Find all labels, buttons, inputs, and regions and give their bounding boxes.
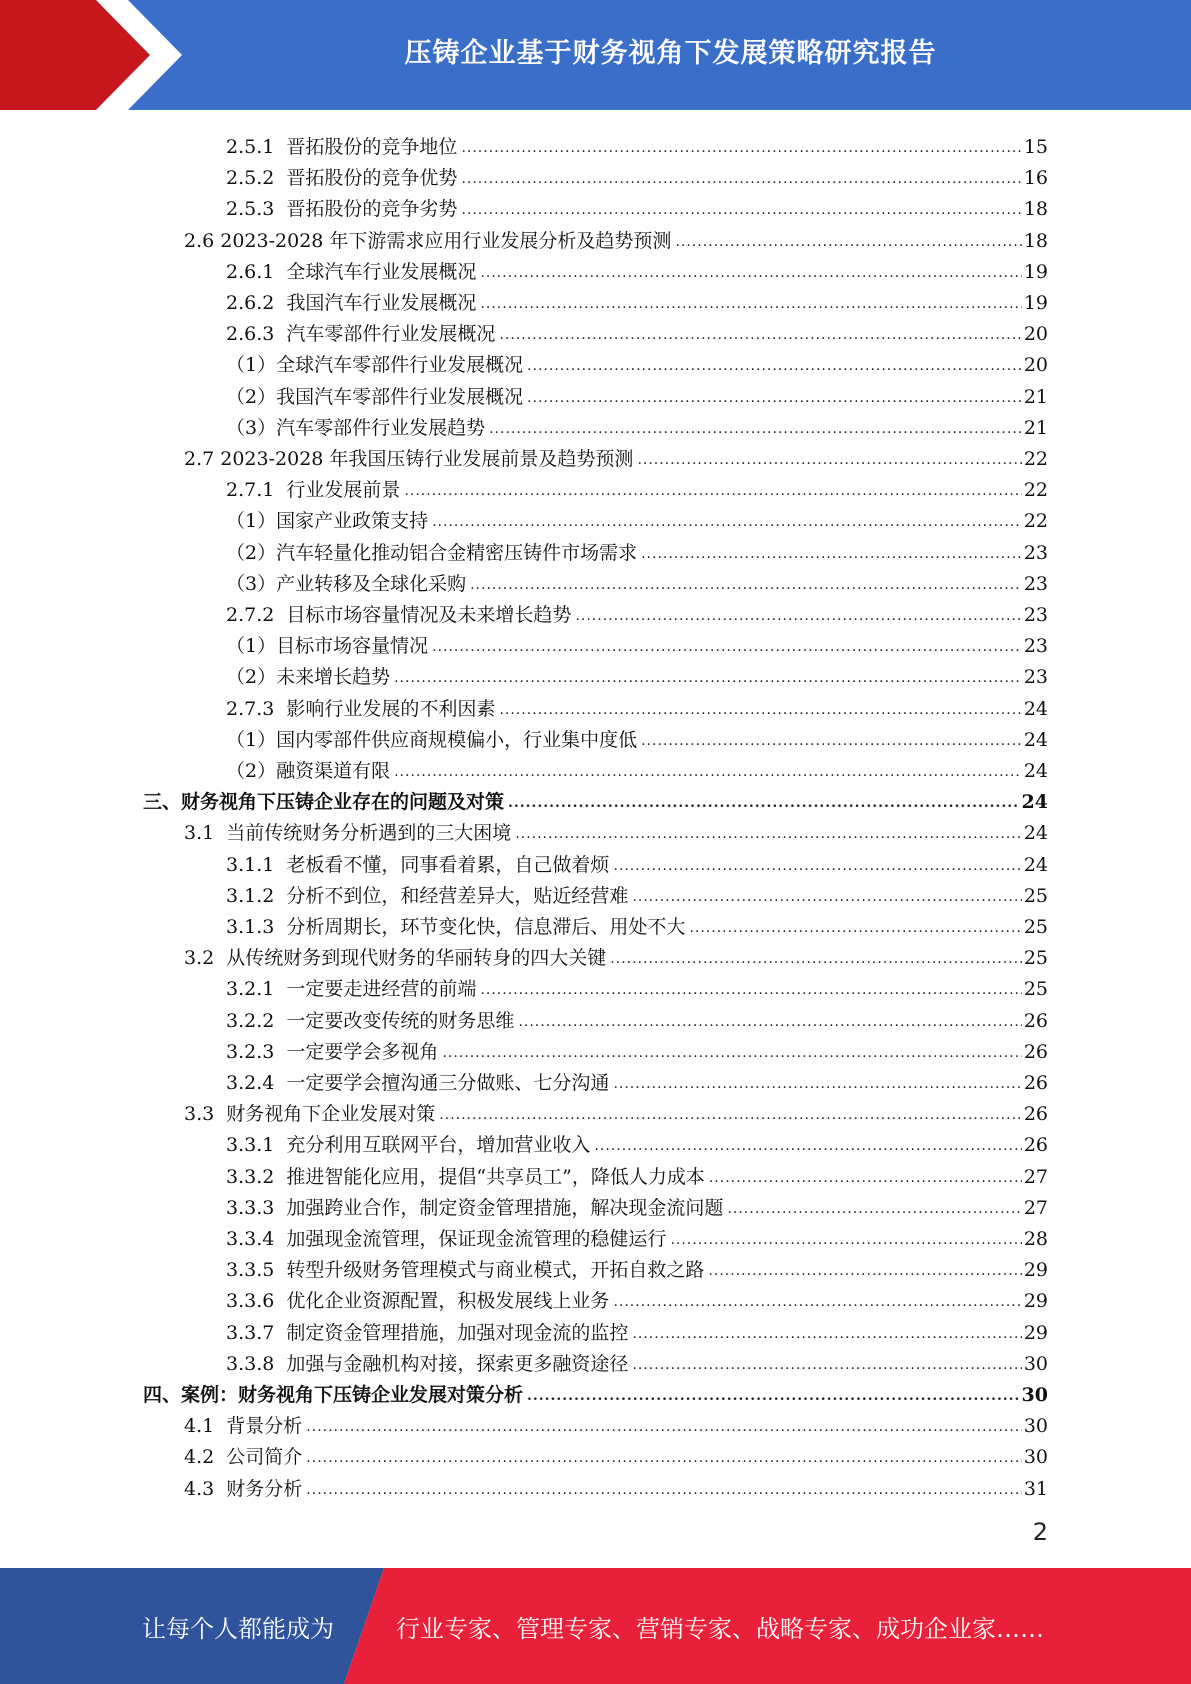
toc-leader-dots xyxy=(480,979,1021,1001)
toc-leader-dots xyxy=(306,1416,1022,1438)
toc-leader-dots xyxy=(404,480,1021,502)
toc-entry-page: 29 xyxy=(1023,1321,1048,1344)
toc-entry[interactable] xyxy=(226,846,1048,877)
toc-entry-page: 24 xyxy=(1023,822,1048,845)
toc-leader-dots xyxy=(641,543,1022,565)
toc-leader-dots xyxy=(613,855,1021,877)
toc-entry-page: 30 xyxy=(1023,1446,1048,1469)
toc-leader-dots xyxy=(306,1447,1022,1469)
toc-entry[interactable] xyxy=(226,721,1048,752)
toc-entry-page: 24 xyxy=(1023,728,1048,751)
toc-entry-label: 三、财务视角下压铸企业存在的问题及对策 xyxy=(143,791,505,814)
toc-leader-dots xyxy=(499,324,1021,346)
toc-entry[interactable] xyxy=(226,970,1048,1001)
toc-entry-page: 19 xyxy=(1023,260,1048,283)
toc-entry-page: 30 xyxy=(1023,1415,1048,1438)
toc-entry-label: 3.1.2 分析不到位，和经营差异大，贴近经营难 xyxy=(226,884,629,907)
toc-leader-dots xyxy=(439,1104,1022,1126)
toc-entry-label: 3.2.4 一定要学会擅沟通三分做账、七分沟通 xyxy=(226,1072,610,1094)
toc-entry[interactable] xyxy=(226,908,1048,939)
toc-leader-dots xyxy=(610,948,1022,970)
toc-entry[interactable] xyxy=(226,1345,1048,1376)
toc-entry-label: （2）汽车轻量化推动铝合金精密压铸件市场需求 xyxy=(226,541,638,564)
toc-entry-page: 25 xyxy=(1023,978,1048,1001)
toc-entry-label: 3.1.3 分析周期长，环节变化快，信息滞后、用处不大 xyxy=(226,916,686,938)
toc-entry-label: 4.2 公司简介 xyxy=(184,1446,303,1469)
toc-entry[interactable] xyxy=(184,1095,1048,1126)
toc-leader-dots xyxy=(613,1291,1021,1313)
toc-entry-label: 3.3.8 加强与金融机构对接，探索更多融资途径 xyxy=(226,1352,629,1375)
toc-entry[interactable] xyxy=(184,1438,1048,1469)
toc-leader-dots xyxy=(675,231,1021,253)
toc-entry-page: 30 xyxy=(1021,1384,1048,1406)
toc-entry[interactable] xyxy=(226,1158,1048,1189)
toc-entry[interactable] xyxy=(226,1126,1048,1157)
toc-entry[interactable] xyxy=(143,783,1048,814)
toc-entry[interactable] xyxy=(226,565,1048,596)
toc-leader-dots xyxy=(575,605,1021,627)
toc-entry-label: 2.6.2 我国汽车行业发展概况 xyxy=(226,292,477,314)
toc-entry-page: 15 xyxy=(1023,136,1048,158)
toc-entry-page: 28 xyxy=(1023,1228,1048,1250)
toc-entry-page: 29 xyxy=(1023,1259,1048,1282)
toc-entry-label: 3.1.1 老板看不懂，同事看着累，自己做着烦 xyxy=(226,853,610,876)
toc-entry[interactable] xyxy=(184,222,1048,253)
toc-entry-label: 3.3.2 推进智能化应用，提倡“共享员工”，降低人力成本 xyxy=(226,1165,705,1188)
toc-entry[interactable] xyxy=(184,814,1048,845)
toc-entry-page: 24 xyxy=(1023,760,1048,782)
toc-entry-label: 3.2 从传统财务到现代财务的华丽转身的四大关键 xyxy=(184,947,607,970)
page-footer xyxy=(0,1568,1191,1684)
toc-entry-page: 26 xyxy=(1023,1072,1048,1094)
toc-leader-dots xyxy=(727,1198,1021,1220)
toc-entry-page: 29 xyxy=(1023,1290,1048,1313)
toc-entry-page: 23 xyxy=(1023,635,1048,658)
toc-entry-page: 22 xyxy=(1023,479,1048,502)
toc-entry-label: 2.5.3 晋拓股份的竞争劣势 xyxy=(226,198,458,221)
toc-entry-page: 16 xyxy=(1023,167,1048,190)
toc-entry-page: 27 xyxy=(1023,1165,1048,1188)
toc-entry-label: 3.3.7 制定资金管理措施，加强对现金流的监控 xyxy=(226,1321,629,1344)
page-title: 压铸企业基于财务视角下发展策略研究报告 xyxy=(404,37,937,69)
page-number: 2 xyxy=(1032,1518,1048,1546)
toc-leader-dots xyxy=(637,449,1021,471)
toc-entry[interactable] xyxy=(226,1064,1048,1095)
toc-entry[interactable] xyxy=(226,627,1048,658)
toc-entry-label: 2.5.1 晋拓股份的竞争地位 xyxy=(226,136,458,158)
toc-entry[interactable] xyxy=(226,596,1048,627)
toc-entry[interactable] xyxy=(226,315,1048,346)
toc-leader-dots xyxy=(394,761,1022,783)
toc-leader-dots xyxy=(613,1073,1021,1095)
toc-leader-dots xyxy=(515,823,1022,845)
toc-entry-label: 4.1 背景分析 xyxy=(184,1415,303,1438)
toc-leader-dots xyxy=(461,168,1021,190)
toc-leader-dots xyxy=(708,1260,1021,1282)
toc-entry-label: （1）目标市场容量情况 xyxy=(226,635,429,658)
page-header xyxy=(0,0,1191,110)
toc-entry-page: 20 xyxy=(1023,354,1048,377)
toc-entry-label: （1）国内零部件供应商规模偏小，行业集中度低 xyxy=(226,728,638,751)
toc-entry-page: 25 xyxy=(1023,947,1048,970)
toc-entry-page: 20 xyxy=(1023,323,1048,346)
toc-entry-label: 3.3.6 优化企业资源配置，积极发展线上业务 xyxy=(226,1290,610,1313)
toc-leader-dots xyxy=(518,1011,1021,1033)
toc-entry-page: 24 xyxy=(1023,697,1048,720)
toc-entry[interactable] xyxy=(226,752,1048,783)
footer-slogan-right: 行业专家、管理专家、营销专家、战略专家、成功企业家…… xyxy=(396,1614,1044,1643)
toc-leader-dots xyxy=(709,1167,1022,1189)
toc-entry-label: （3）汽车零部件行业发展趋势 xyxy=(226,416,486,439)
footer-slogan-left: 让每个人都能成为 xyxy=(142,1614,334,1643)
toc-entry-label: （3）产业转移及全球化采购 xyxy=(226,572,467,595)
toc-entry-label: 3.3.1 充分利用互联网平台，增加营业收入 xyxy=(226,1134,591,1157)
toc-entry-label: 3.3.4 加强现金流管理，保证现金流管理的稳健运行 xyxy=(226,1228,667,1250)
toc-entry-page: 23 xyxy=(1023,541,1048,564)
toc-entry-page: 18 xyxy=(1023,229,1048,252)
toc-entry[interactable] xyxy=(226,690,1048,721)
toc-entry-page: 30 xyxy=(1023,1352,1048,1375)
toc-leader-dots xyxy=(489,418,1022,440)
toc-leader-dots xyxy=(632,1323,1021,1345)
toc-entry-page: 21 xyxy=(1023,385,1048,408)
toc-entry[interactable] xyxy=(143,1376,1048,1407)
toc-entry-label: 2.5.2 晋拓股份的竞争优势 xyxy=(226,167,458,190)
toc-entry-page: 31 xyxy=(1023,1477,1048,1500)
toc-entry-label: 3.3 财务视角下企业发展对策 xyxy=(184,1103,436,1126)
toc-entry-page: 25 xyxy=(1023,916,1048,938)
toc-entry-label: 2.7.3 影响行业发展的不利因素 xyxy=(226,697,496,720)
toc-entry-label: 2.6.3 汽车零部件行业发展概况 xyxy=(226,323,496,346)
toc-entry-page: 26 xyxy=(1023,1040,1048,1063)
toc-entry[interactable] xyxy=(226,502,1048,533)
toc-entry-page: 23 xyxy=(1023,666,1048,689)
toc-leader-dots xyxy=(480,262,1021,284)
toc-entry[interactable] xyxy=(226,1282,1048,1313)
toc-entry-label: 3.3.3 加强跨业合作，制定资金管理措施，解决现金流问题 xyxy=(226,1196,724,1219)
toc-entry[interactable] xyxy=(226,1220,1048,1251)
toc-entry[interactable] xyxy=(226,658,1048,689)
toc-leader-dots xyxy=(670,1229,1021,1251)
toc-entry[interactable] xyxy=(184,1470,1048,1501)
toc-entry-page: 26 xyxy=(1023,1103,1048,1126)
toc-entry-label: 3.2.3 一定要学会多视角 xyxy=(226,1040,439,1063)
toc-entry[interactable] xyxy=(184,440,1048,471)
toc-leader-dots xyxy=(442,1042,1021,1064)
toc-entry-page: 23 xyxy=(1023,572,1048,595)
toc-entry[interactable] xyxy=(226,346,1048,377)
toc-entry-label: 3.2.1 一定要走进经营的前端 xyxy=(226,978,477,1001)
toc-leader-dots xyxy=(432,511,1022,533)
toc-entry-page: 26 xyxy=(1023,1009,1048,1032)
toc-entry[interactable] xyxy=(226,128,1048,159)
toc-entry[interactable] xyxy=(226,1314,1048,1345)
toc-entry-label: 4.3 财务分析 xyxy=(184,1477,303,1500)
toc-entry-label: （2）融资渠道有限 xyxy=(226,760,391,782)
toc-entry-label: （1）全球汽车零部件行业发展概况 xyxy=(226,354,524,377)
toc-leader-dots xyxy=(689,917,1021,939)
toc-entry[interactable] xyxy=(226,534,1048,565)
toc-entry[interactable] xyxy=(184,1407,1048,1438)
toc-entry[interactable] xyxy=(184,939,1048,970)
toc-entry-label: （2）我国汽车零部件行业发展概况 xyxy=(226,385,524,408)
toc-leader-dots xyxy=(527,1385,1020,1407)
toc-entry-label: 2.6 2023-2028 年下游需求应用行业发展分析及趋势预测 xyxy=(184,229,672,252)
toc-entry[interactable] xyxy=(226,253,1048,284)
toc-entry-label: 2.7.1 行业发展前景 xyxy=(226,479,401,502)
toc-entry-label: 3.3.5 转型升级财务管理模式与商业模式，开拓自救之路 xyxy=(226,1259,705,1282)
toc-entry[interactable] xyxy=(226,1251,1048,1282)
toc-entry[interactable] xyxy=(226,284,1048,315)
toc-entry-label: 2.6.1 全球汽车行业发展概况 xyxy=(226,260,477,283)
toc-entry-label: 3.1 当前传统财务分析遇到的三大困境 xyxy=(184,822,512,845)
toc-entry[interactable] xyxy=(226,378,1048,409)
toc-entry-page: 24 xyxy=(1021,791,1048,814)
toc-entry-label: 四、案例：财务视角下压铸企业发展对策分析 xyxy=(143,1384,524,1406)
toc-leader-dots xyxy=(594,1135,1021,1157)
toc-entry-page: 18 xyxy=(1023,198,1048,221)
toc-entry-page: 23 xyxy=(1023,604,1048,626)
toc-leader-dots xyxy=(480,293,1021,315)
toc-leader-dots xyxy=(527,387,1022,409)
toc-entry-page: 19 xyxy=(1023,292,1048,314)
toc-entry-label: （2）未来增长趋势 xyxy=(226,666,391,689)
toc-entry[interactable] xyxy=(226,1033,1048,1064)
toc-leader-dots xyxy=(632,1354,1021,1376)
toc-entry-page: 22 xyxy=(1023,510,1048,533)
toc-entry-label: 3.2.2 一定要改变传统的财务思维 xyxy=(226,1009,515,1032)
toc-entry[interactable] xyxy=(226,471,1048,502)
toc-entry-label: 2.7 2023-2028 年我国压铸行业发展前景及趋势预测 xyxy=(184,448,634,470)
toc-leader-dots xyxy=(461,137,1021,159)
toc-entry-label: （1）国家产业政策支持 xyxy=(226,510,429,533)
toc-entry-page: 24 xyxy=(1023,853,1048,876)
toc-entry-page: 27 xyxy=(1023,1196,1048,1219)
toc-entry-page: 26 xyxy=(1023,1134,1048,1157)
toc-entry[interactable] xyxy=(226,1002,1048,1033)
toc-entry-page: 21 xyxy=(1023,416,1048,439)
toc-entry[interactable] xyxy=(226,1189,1048,1220)
toc-leader-dots xyxy=(470,574,1022,596)
toc-leader-dots xyxy=(632,886,1021,908)
toc-entry[interactable] xyxy=(226,159,1048,190)
toc-leader-dots xyxy=(394,667,1022,689)
toc-leader-dots xyxy=(432,636,1022,658)
toc-entry[interactable] xyxy=(226,409,1048,440)
toc-entry[interactable] xyxy=(226,190,1048,221)
toc-leader-dots xyxy=(499,699,1021,721)
toc-leader-dots xyxy=(527,355,1022,377)
toc-leader-dots xyxy=(508,792,1020,814)
toc-leader-dots xyxy=(641,730,1022,752)
toc-entry-label: 2.7.2 目标市场容量情况及未来增长趋势 xyxy=(226,604,572,626)
toc-leader-dots xyxy=(461,199,1021,221)
toc-leader-dots xyxy=(306,1479,1022,1501)
toc-entry[interactable] xyxy=(226,877,1048,908)
toc-entry-page: 25 xyxy=(1023,884,1048,907)
toc-entry-page: 22 xyxy=(1023,448,1048,470)
